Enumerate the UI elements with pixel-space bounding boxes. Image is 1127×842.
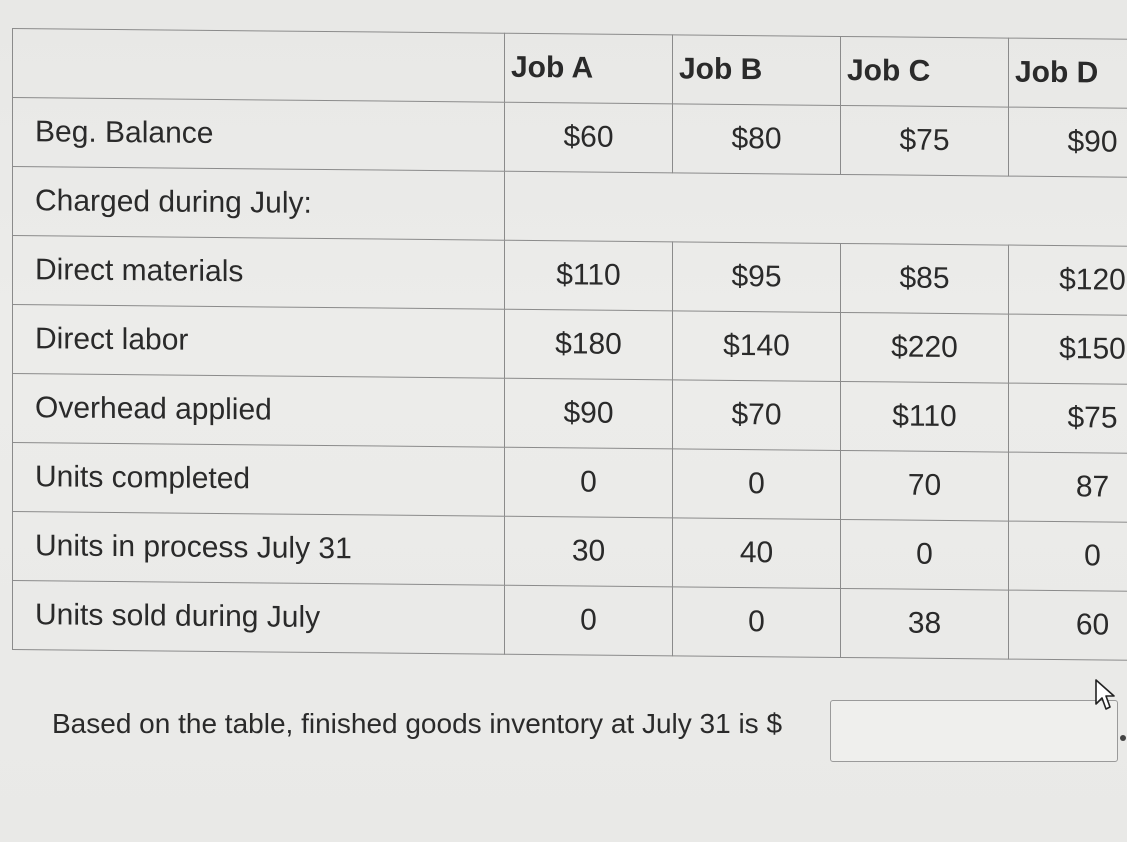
cell-value: 70	[841, 450, 1009, 521]
cell-value: $110	[505, 240, 673, 311]
finished-goods-answer-input[interactable]	[830, 700, 1118, 762]
trailing-period	[1120, 735, 1126, 741]
cell-value: $140	[673, 311, 841, 382]
cell-value: $150	[1009, 314, 1127, 385]
cell-value: 0	[1009, 521, 1127, 592]
job-cost-table-container	[12, 28, 1127, 661]
cell-value: 0	[673, 449, 841, 520]
cell-value: 0	[841, 519, 1009, 590]
table-row	[13, 581, 1127, 661]
cell-value: 87	[1009, 452, 1127, 523]
table-row	[13, 443, 1127, 523]
mouse-pointer-icon	[1094, 678, 1118, 712]
row-label: Direct labor	[13, 305, 505, 379]
question-prompt	[52, 708, 782, 740]
cell-value: $95	[673, 242, 841, 313]
header-job-d: Job D	[1009, 38, 1127, 109]
header-job-b: Job B	[673, 35, 841, 106]
job-cost-table	[12, 28, 1127, 661]
header-blank	[13, 29, 505, 103]
cell-value: $220	[841, 312, 1009, 383]
cell-value: $80	[673, 104, 841, 175]
row-label: Units in process July 31	[13, 512, 505, 586]
cell-value: $120	[1009, 245, 1127, 316]
row-label: Overhead applied	[13, 374, 505, 448]
header-job-a: Job A	[505, 33, 673, 104]
row-label: Units completed	[13, 443, 505, 517]
table-row	[13, 98, 1127, 178]
cell-value: $180	[505, 309, 673, 380]
table-header-row	[13, 29, 1127, 109]
table-row	[13, 236, 1127, 316]
cell-value: $85	[841, 243, 1009, 314]
cell-value: $75	[841, 105, 1009, 176]
cell-value: 30	[505, 516, 673, 587]
cell-value: 0	[505, 447, 673, 518]
cell-value: 0	[505, 585, 673, 656]
cell-value: $90	[1009, 107, 1127, 178]
section-empty-cell	[505, 171, 1127, 246]
cell-value: $75	[1009, 383, 1127, 454]
cell-value: 0	[673, 587, 841, 658]
table-row	[13, 305, 1127, 385]
question-text: Based on the table, finished goods inventory at July 31 is $	[52, 708, 783, 739]
row-label: Units sold during July	[13, 581, 505, 655]
cell-value: $90	[505, 378, 673, 449]
cell-value: $60	[505, 102, 673, 173]
cell-value: 38	[841, 588, 1009, 659]
row-label: Direct materials	[13, 236, 505, 310]
cell-value: 60	[1009, 590, 1127, 661]
header-job-c: Job C	[841, 36, 1009, 107]
row-label: Beg. Balance	[13, 98, 505, 172]
table-row-section	[13, 167, 1127, 247]
cell-value: $110	[841, 381, 1009, 452]
section-label: Charged during July:	[13, 167, 505, 241]
table-row	[13, 512, 1127, 592]
cell-value: $70	[673, 380, 841, 451]
table-row	[13, 374, 1127, 454]
cell-value: 40	[673, 518, 841, 589]
